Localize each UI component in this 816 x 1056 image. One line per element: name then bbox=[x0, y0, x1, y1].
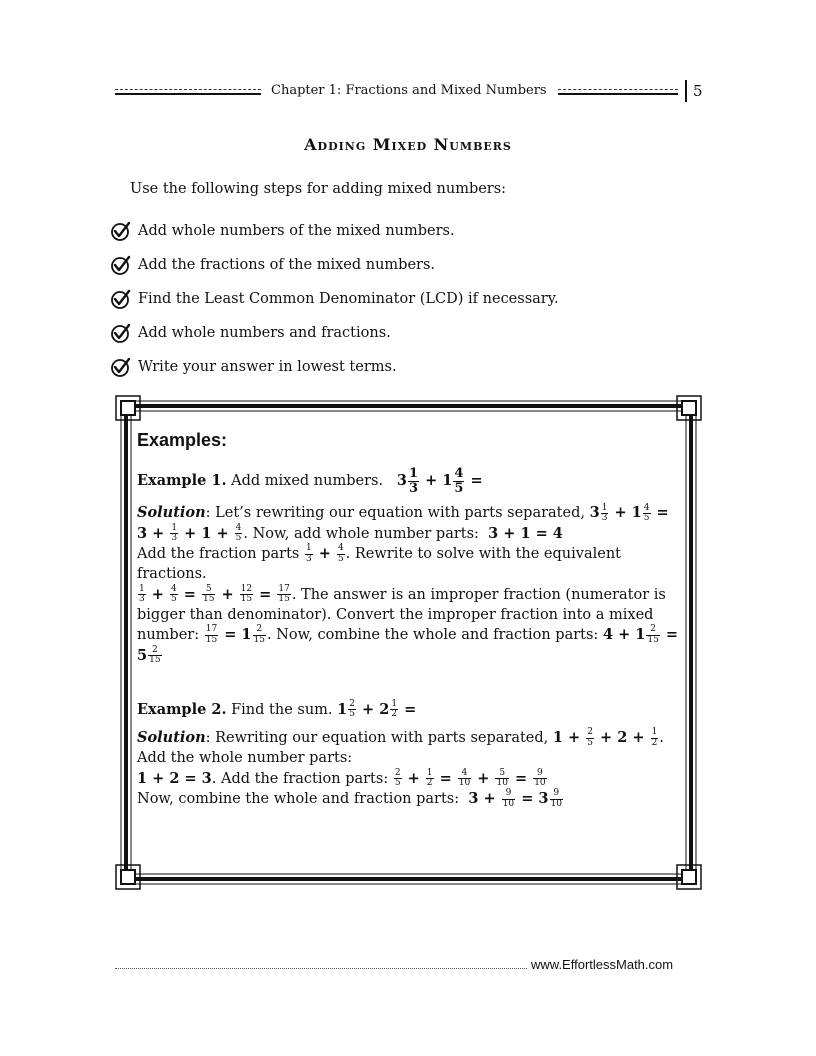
example1-solution-text: : Let’s rewriting our equation with parts separated, bbox=[205, 505, 585, 522]
checkmark-circle-icon bbox=[110, 322, 132, 344]
page-header bbox=[115, 78, 715, 108]
page-number: 5 bbox=[693, 82, 703, 100]
example1-prompt: Add mixed numbers. bbox=[231, 473, 384, 490]
step-item bbox=[110, 248, 559, 282]
examples-content bbox=[137, 428, 682, 809]
example1-solution-text: . Now, combine the whole and fraction parts: bbox=[266, 627, 599, 644]
example2-solution-text: : Rewriting our equation with parts separated, bbox=[205, 730, 549, 747]
chapter-title: Chapter 1: Fractions and Mixed Numbers bbox=[271, 83, 547, 98]
header-rule-left bbox=[115, 89, 261, 96]
example1-question bbox=[137, 467, 682, 495]
step-text: Find the Least Common Denominator (LCD) if necessary. bbox=[138, 291, 559, 307]
step-text: Write your answer in lowest terms. bbox=[138, 359, 397, 375]
example2-solution-text: Now, combine the whole and fraction parts: bbox=[137, 791, 460, 808]
example1-solution-text: Add the fraction parts bbox=[137, 546, 300, 563]
step-item bbox=[110, 214, 559, 248]
examples-heading: Examples: bbox=[137, 430, 228, 450]
example1-expression: 3 $\frac{1}{3}$ + 1 $\frac{4}{5}$ = bbox=[396, 466, 483, 496]
example1-solution-text: . The answer is an improper fraction (numerator is bigger than denominator). Convert the improper fraction into a mixed number: bbox=[137, 586, 666, 644]
example1-solution: Solution: Let’s rewriting our equation with parts separated, 3 $\frac{1}{3}$ + 1 $\frac{4}{5}$ = 3 + $\frac{1}{3}$ + 1 + $\frac{4}{5}$ . Now, add whole number parts: 3 + 1 = 4 Add the fraction parts $\frac{1}{3}$ + $\frac{4}{5}$ . Rewrite to solve with the equivalent fractions. $\frac{1}{3}$ + $\frac{4}{5}$ = $\frac{5}{15}$ + $\frac{12}{15}$ = $\frac{17}{15}$ . The answer is an improper fraction (numerator is bigger than denominator). Convert the improper fraction into a mixed number: $\frac{17}{15}$ = 1 $\frac{2}{15}$ . Now, combine the whole and fraction parts: 4 + 1 $\frac{2}{15}$ = 5 $\frac{2}{15}$ bbox=[137, 502, 679, 666]
step-item bbox=[110, 316, 559, 350]
example2-expression: 1 $\frac{2}{5}$ + 2 $\frac{1}{2}$ = bbox=[337, 698, 417, 720]
example2-label: Example 2. bbox=[137, 700, 227, 718]
checkmark-circle-icon bbox=[110, 288, 132, 310]
example1-solution-label: Solution bbox=[137, 504, 206, 522]
step-item bbox=[110, 282, 559, 316]
steps-list bbox=[110, 214, 559, 384]
checkmark-circle-icon bbox=[110, 356, 132, 378]
intro-text: Use the following steps for adding mixed numbers: bbox=[130, 181, 507, 197]
checkmark-circle-icon bbox=[110, 220, 132, 242]
example2-prompt: Find the sum. bbox=[231, 701, 333, 718]
footer-rule bbox=[115, 968, 527, 969]
section-title: Adding Mixed Numbers bbox=[304, 135, 512, 154]
example1-solution-text: . Rewrite to solve with the equivalent fractions. bbox=[137, 546, 621, 583]
header-divider bbox=[685, 80, 687, 102]
header-rule-right bbox=[558, 89, 678, 96]
step-text: Add whole numbers of the mixed numbers. bbox=[138, 223, 455, 239]
example1-solution-text: . Now, add whole number parts: bbox=[243, 525, 479, 542]
example1-label: Example 1. bbox=[137, 472, 227, 490]
step-item bbox=[110, 350, 559, 384]
example2-solution: Solution: Rewriting our equation with parts separated, 1 + $\frac{2}{5}$ + 2 + $\frac{1}{2}$ . Add the whole number parts: 1 + 2 = 3. Add the fraction parts: $\frac{2}{5}$ + $\frac{1}{2}$ = $\frac{4}{10}$ + $\frac{5}{10}$ = $\frac{9}{10}$ Now, combine the whole and fraction parts: 3 + $\frac{9}{10}$ = 3 $\frac{9}{10}$ bbox=[137, 727, 664, 809]
step-text: Add the fractions of the mixed numbers. bbox=[138, 257, 436, 273]
checkmark-circle-icon bbox=[110, 254, 132, 276]
step-text: Add whole numbers and fractions. bbox=[138, 325, 391, 341]
page-footer bbox=[115, 955, 705, 975]
example2-solution-text: . Add the whole number parts: bbox=[137, 730, 664, 767]
example2-solution-label: Solution bbox=[137, 729, 206, 747]
example2-solution-text: . Add the fraction parts: bbox=[211, 770, 389, 787]
example2-question bbox=[137, 700, 682, 720]
footer-url: www.EffortlessMath.com bbox=[531, 957, 674, 972]
